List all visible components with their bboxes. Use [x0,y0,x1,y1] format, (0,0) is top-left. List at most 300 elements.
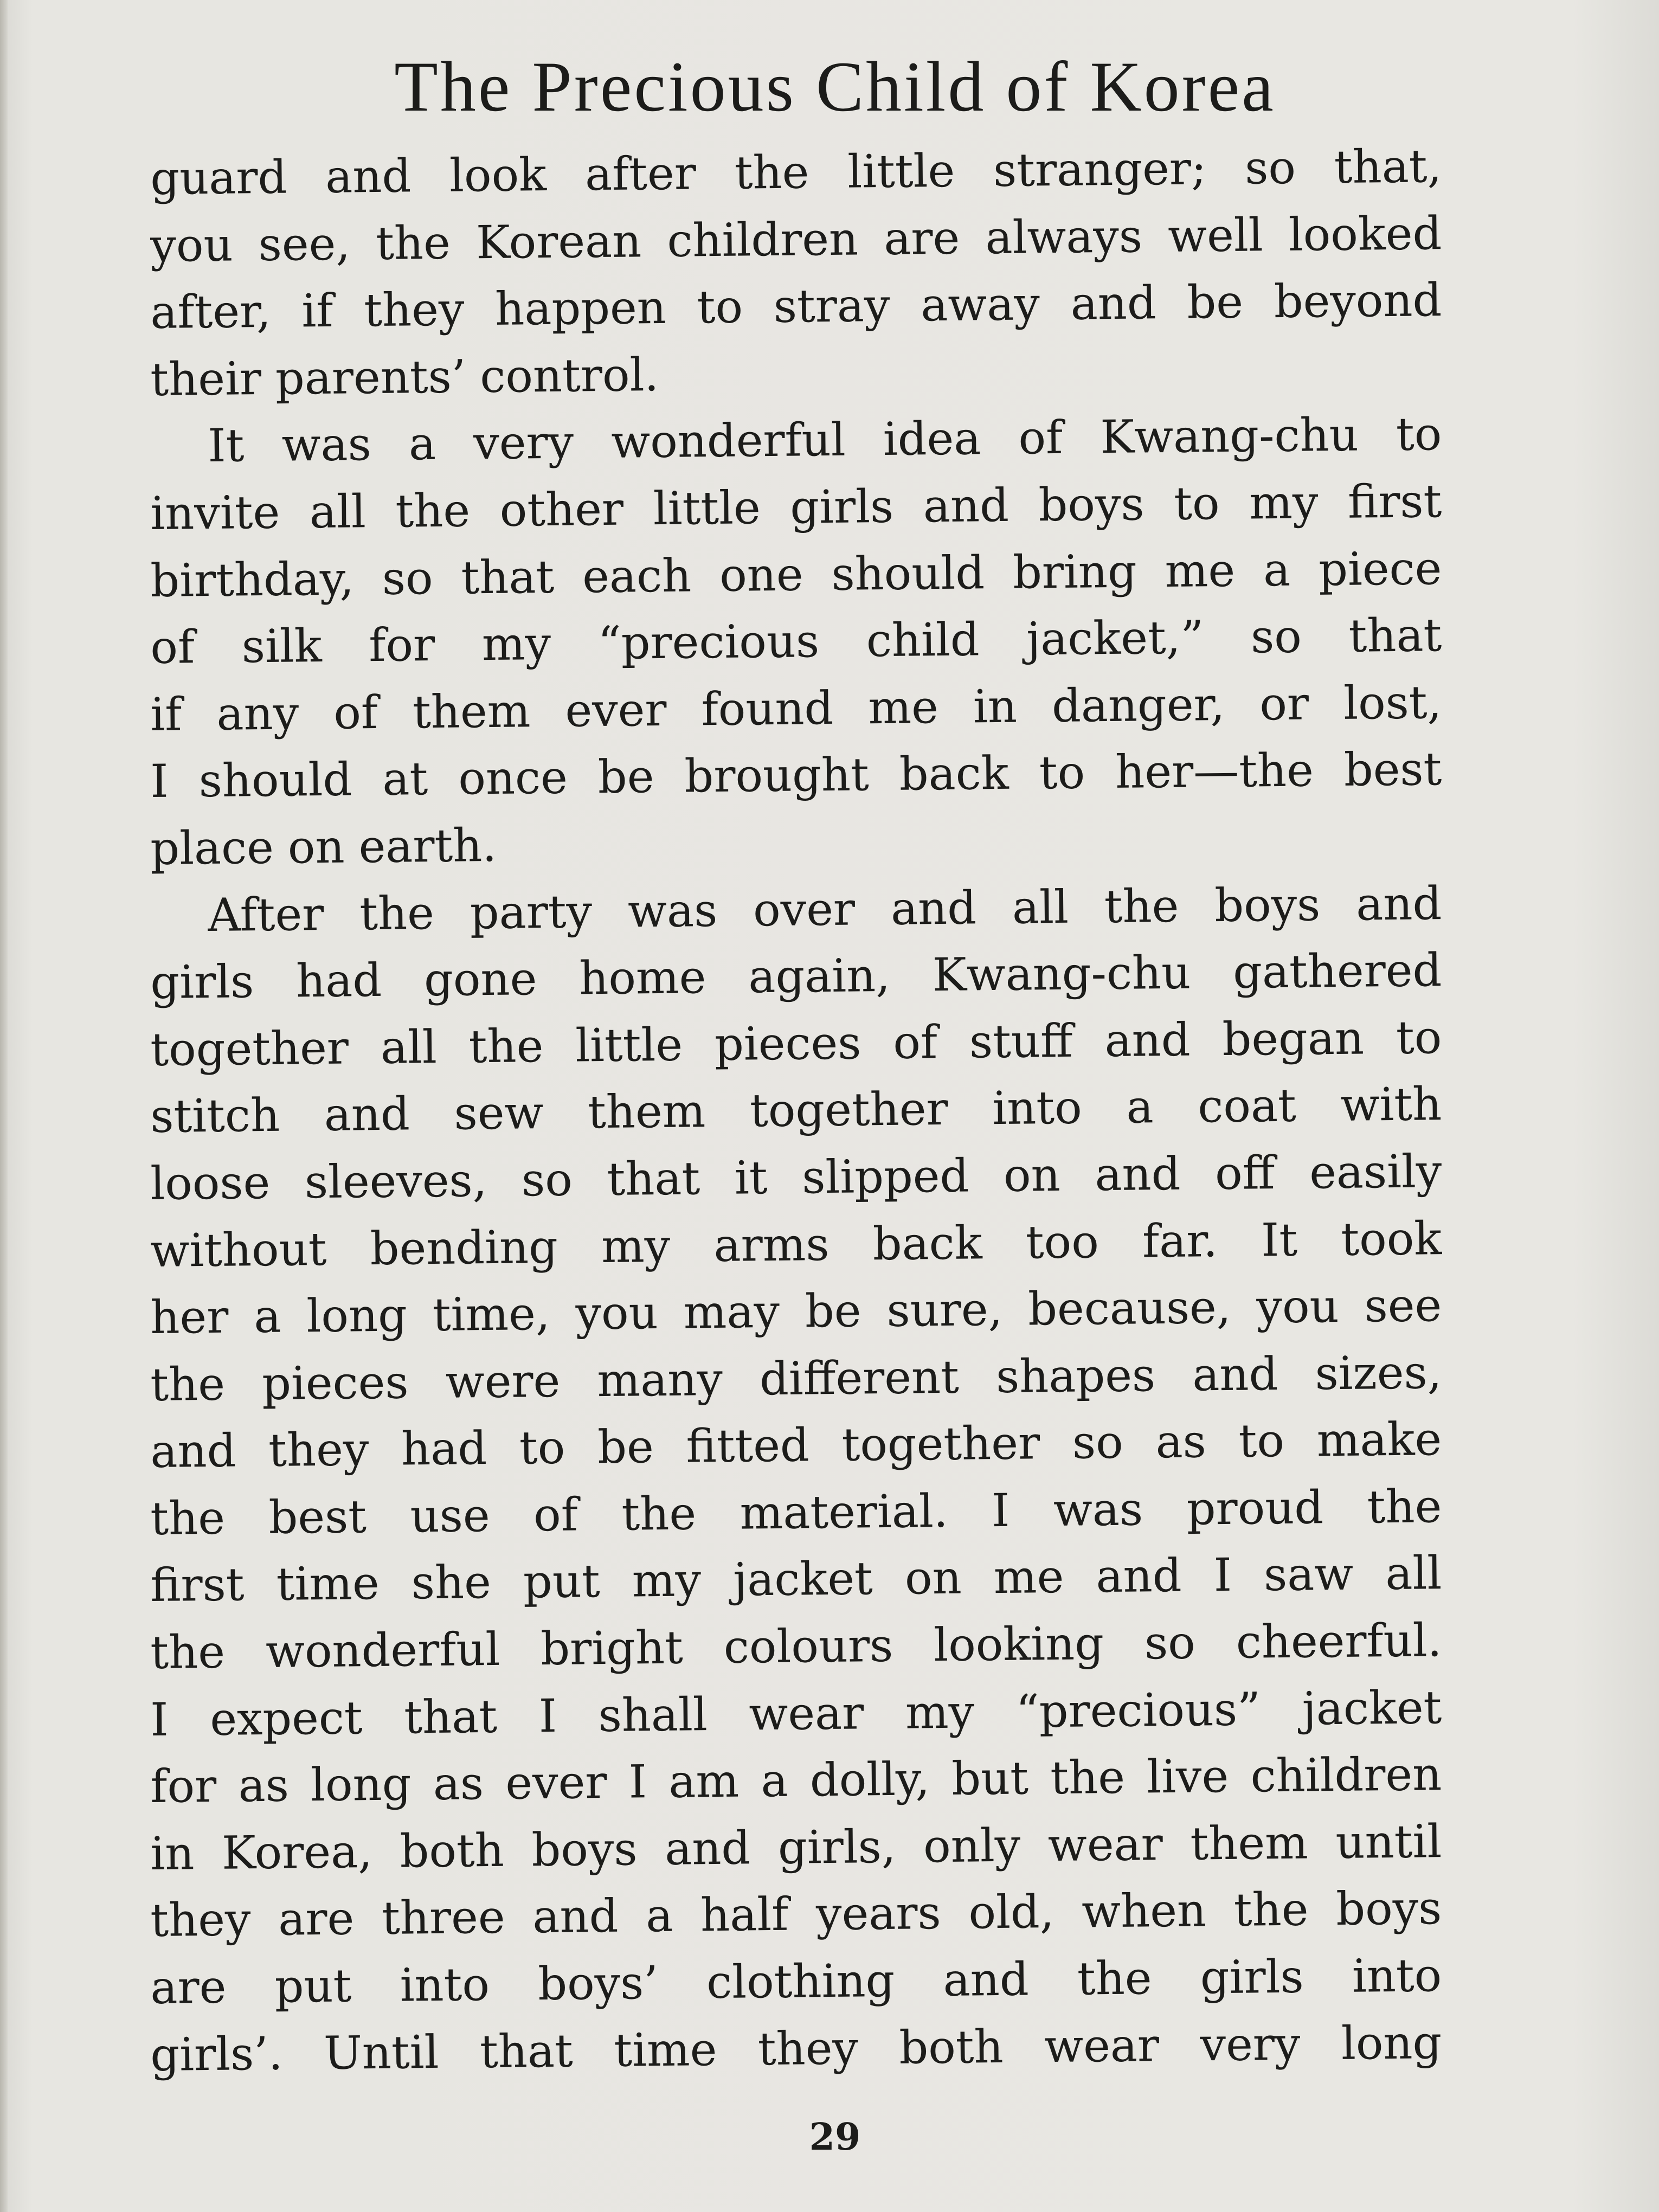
word: girls [150,955,254,1009]
word: had [401,1422,487,1476]
word: only [923,1818,1021,1873]
word: dolly, [809,1752,930,1807]
text-line [150,1071,1442,1150]
word: found [701,681,834,736]
word: parents’ [275,350,466,405]
word: off [1214,1146,1275,1200]
word: After [207,887,324,942]
word: back [872,1216,983,1270]
word: stray [773,279,890,333]
word: silk [241,619,323,673]
word: stuff [969,1014,1073,1069]
word: It [207,419,245,473]
word: both [898,2020,1004,2074]
word: years [815,1886,942,1941]
word: a [253,1289,281,1343]
word: if [150,687,182,741]
word: and [664,1821,751,1875]
text-line [150,1272,1442,1351]
word: looked [1288,206,1442,261]
word: be [1187,275,1244,329]
word: cheerful. [1236,1613,1442,1669]
word: so [382,551,434,605]
word: sizes, [1315,1345,1442,1400]
word: jacket,” [1026,610,1204,666]
word: wonderful [265,1622,500,1679]
text-line [150,535,1442,614]
word: be [597,750,654,804]
word: back [899,747,1009,801]
word: the [621,1487,697,1541]
word: but [951,1751,1029,1806]
word: the [1233,1882,1309,1937]
word: make [1316,1412,1442,1467]
word: again, [748,949,891,1004]
word: brought [684,748,870,803]
text-line [150,803,1442,882]
word: shall [598,1687,708,1742]
word: very [473,415,574,470]
word: had [295,954,382,1008]
word: loose [150,1155,271,1210]
word: many [597,1352,723,1407]
word: on [1003,1148,1061,1202]
word: half [700,1888,789,1942]
word: that [1348,608,1442,663]
word: the [359,886,435,940]
word: happen [494,281,667,336]
text-line [150,200,1442,279]
word: coat [1197,1079,1297,1133]
word: me [1165,543,1236,597]
word: they [757,2021,859,2075]
word: so [1144,1616,1196,1670]
word: “precious [597,614,820,670]
word: and [1104,1013,1191,1067]
word: all [1012,880,1069,934]
word: gathered [1232,943,1442,999]
word: I [991,1483,1010,1537]
word: put [523,1554,601,1609]
word: the [395,484,471,538]
word: looking [933,1617,1104,1672]
word: my [481,617,551,671]
word: look [449,147,547,202]
word: the [1104,879,1179,933]
word: into [1352,1949,1442,2003]
word: each [582,548,692,603]
word: me [993,1550,1064,1604]
text-line [150,2009,1442,2088]
word: idea [883,411,981,466]
word: to [519,1420,565,1475]
word: to [697,280,743,334]
word: ever [565,683,667,737]
word: first [1347,474,1442,529]
word: a [408,417,436,471]
text-line [150,1406,1442,1485]
text-line [150,602,1442,681]
word: should [831,545,985,601]
word: together [749,1082,949,1137]
word: other [499,482,624,537]
word: girls [789,479,894,534]
word: for [368,618,435,672]
word: jacket [732,1552,873,1607]
word: the [150,1625,226,1680]
word: fitted [686,1418,810,1473]
word: my [601,1219,671,1273]
word: into [992,1081,1083,1135]
word: best [268,1490,367,1544]
word: were [445,1354,561,1409]
word: over [753,882,856,936]
word: saw [1263,1547,1354,1602]
word: in [973,679,1018,734]
word: long [306,1288,408,1343]
page-gutter-edge [0,0,8,2212]
word: use [410,1488,490,1543]
word: may [683,1284,780,1339]
word: well [1167,208,1264,262]
word: the [1077,1951,1152,2005]
word: wear [748,1686,864,1741]
word: stitch [150,1089,280,1143]
word: Korean [475,214,642,269]
word: very [1200,2017,1301,2072]
text-line [150,1138,1442,1217]
page-number: 29 [809,2115,861,2159]
word: both [400,1823,505,1878]
word: of [1018,411,1063,465]
word: on [904,1551,962,1605]
word: different [759,1350,960,1405]
word: too [1025,1214,1099,1269]
word: sleeves, [304,1153,487,1209]
text-line [150,1339,1442,1418]
word: boys’ [537,1956,659,2011]
word: a [1263,543,1291,596]
word: birthday, [150,551,355,607]
word: any [216,686,299,741]
text-line [150,1473,1442,1552]
word: to [1039,745,1085,800]
word: guard [150,150,287,205]
text-line [150,736,1442,815]
word: wear [1044,2018,1160,2073]
word: so [1072,1416,1124,1469]
word: the [1050,1750,1126,1805]
text-line [150,669,1442,748]
word: ever [505,1756,607,1810]
word: so [521,1153,573,1207]
word: the [734,145,809,200]
word: shapes [995,1348,1156,1403]
word: the [468,1019,544,1073]
word: of [533,1488,578,1542]
word: one [719,548,804,602]
word: of [333,685,378,740]
word: once [458,750,568,805]
word: lost, [1343,675,1442,730]
word: they [363,282,465,337]
text-line [150,1540,1442,1619]
word: to [1173,477,1220,530]
word: invite [150,485,280,540]
word: girls’. [150,2027,284,2081]
word: bright [540,1621,684,1676]
word: colours [723,1618,893,1674]
word: and [532,1889,619,1944]
word: children [666,212,859,267]
word: my [905,1685,975,1739]
word: beyond [1274,273,1442,329]
word: that [479,2024,574,2078]
word: I [628,1755,647,1809]
word: my [632,1553,702,1607]
word: live [1146,1750,1229,1804]
word: all [380,1020,438,1074]
word: and [923,478,1009,533]
word: the [375,216,451,270]
running-head: The Precious Child of Korea [394,47,1276,126]
word: to [1396,407,1442,461]
text-line [150,468,1442,547]
word: that [607,1152,700,1206]
word: I [1213,1548,1232,1602]
word: them [412,684,531,739]
word: a [760,1753,789,1808]
word: boys [1038,477,1144,532]
word: “precious” [1015,1682,1261,1738]
word: so [1244,140,1296,195]
word: boys [531,1822,638,1877]
word: to [1396,1010,1442,1064]
word: and [1192,1347,1278,1401]
word: together [150,1021,349,1076]
word: and [1355,876,1442,931]
text-line [150,401,1442,480]
word: into [400,1958,490,2012]
word: at [382,752,428,806]
word: should [198,753,352,808]
text-line [150,1741,1442,1820]
word: piece [1318,541,1442,596]
word: I [150,755,169,808]
word: all [309,485,366,539]
word: stranger; [993,142,1207,197]
word: of [892,1015,938,1069]
word: their [150,351,262,406]
word: little [575,1018,683,1072]
word: party [470,884,593,939]
word: Kwang-chu [932,946,1191,1002]
word: and [150,1424,236,1478]
word: old, [968,1885,1054,1939]
word: began [1222,1011,1365,1066]
word: time [276,1557,380,1611]
word: if [301,284,333,338]
word: she [411,1555,492,1610]
word: all [1385,1546,1442,1600]
word: her—the [1115,743,1314,799]
word: together [841,1416,1040,1472]
word: with [1340,1077,1442,1132]
text-line [150,1808,1442,1887]
word: bending [370,1220,558,1275]
word: am [668,1754,740,1809]
word: long [310,1757,411,1812]
word: me [867,680,939,735]
word: was [627,883,718,938]
word: wear [1047,1817,1163,1872]
word: her [150,1290,229,1345]
word: Korea, [221,1824,373,1880]
word: slipped [801,1149,969,1204]
word: because, [1027,1280,1231,1336]
text-line [150,1607,1442,1686]
word: as [1155,1414,1207,1469]
word: as [433,1757,484,1811]
text-line [150,133,1442,212]
word: best [1343,742,1442,797]
word: three [381,1891,505,1945]
text-line [150,937,1442,1016]
word: as [238,1758,290,1812]
word: the [1367,1480,1442,1534]
word: a [1126,1080,1154,1134]
word: always [985,209,1143,264]
word: see [1364,1278,1442,1333]
word: the [150,1357,226,1411]
word: boys [1214,877,1321,932]
text-line [150,1004,1442,1083]
word: it [734,1150,768,1205]
word: little [653,481,761,536]
word: girls, [777,1819,896,1874]
word: and [890,880,977,935]
word: sure, [886,1283,1003,1338]
word: control. [479,348,659,403]
word: after [584,146,697,201]
word: are [883,211,960,265]
word: you [1256,1279,1340,1334]
text-line [150,1875,1442,1954]
word: far. [1142,1213,1218,1268]
word: and [1070,276,1157,330]
word: put [274,1959,352,2013]
word: girls [1200,1950,1304,2004]
word: Kwang-chu [1099,408,1359,464]
word: until [1335,1814,1442,1869]
word: I [538,1689,557,1742]
word: without [150,1222,327,1277]
body-text [150,139,1442,2088]
text-line [150,1674,1442,1753]
word: pieces [714,1016,861,1071]
word: danger, [1051,677,1225,732]
word: home [578,950,706,1005]
word: that [461,550,555,605]
word: the [150,1491,226,1545]
word: after, [150,285,272,339]
word: to [1238,1414,1285,1468]
text-line [150,1942,1442,2021]
word: pieces [261,1355,409,1410]
word: I [150,1693,169,1746]
word: them [1190,1816,1309,1870]
word: so [1250,609,1302,664]
word: place [150,820,274,875]
text-line [150,870,1442,949]
word: bring [1012,544,1137,599]
word: they [268,1423,369,1477]
word: was [281,417,372,472]
word: and [325,149,411,203]
word: you [150,218,234,272]
word: in [150,1827,195,1880]
word: are [278,1892,355,1946]
word: on [287,820,345,874]
word: jacket [1302,1680,1442,1735]
word: arms [713,1217,829,1272]
word: away [920,277,1040,332]
word: be [597,1420,654,1474]
word: or [1259,677,1309,731]
word: long [1341,2015,1442,2070]
word: them [587,1084,706,1139]
text-line [150,267,1442,346]
word: little [847,144,955,198]
word: they [150,1893,251,1947]
word: expect [209,1690,363,1746]
word: see, [258,217,351,271]
word: and [1096,1549,1182,1603]
word: material. [740,1484,948,1540]
word: be [805,1284,861,1338]
word: for [150,1759,217,1814]
word: Until [323,2025,439,2080]
word: first [150,1558,245,1612]
word: child [866,613,980,667]
word: and [324,1087,410,1142]
word: clothing [706,1953,895,2009]
word: are [150,1960,227,2015]
word: easily [1309,1144,1442,1199]
word: a [645,1889,673,1943]
word: my [1249,475,1319,530]
word: took [1340,1211,1442,1266]
word: that, [1334,139,1442,194]
word: and [943,1952,1030,2007]
word: when [1081,1883,1207,1938]
word: It [1261,1213,1298,1266]
word: children [1250,1747,1442,1803]
word: time [613,2022,717,2077]
word: of [150,620,195,674]
word: that [403,1689,498,1744]
text-line [150,1205,1442,1284]
text-line [150,334,1442,413]
word: sew [454,1086,544,1140]
word: time, [432,1287,550,1342]
word: and [1094,1147,1181,1201]
word: you [575,1286,659,1340]
word: wonderful [610,413,846,469]
word: earth. [358,818,497,873]
word: proud [1186,1481,1324,1535]
word: was [1053,1482,1143,1536]
